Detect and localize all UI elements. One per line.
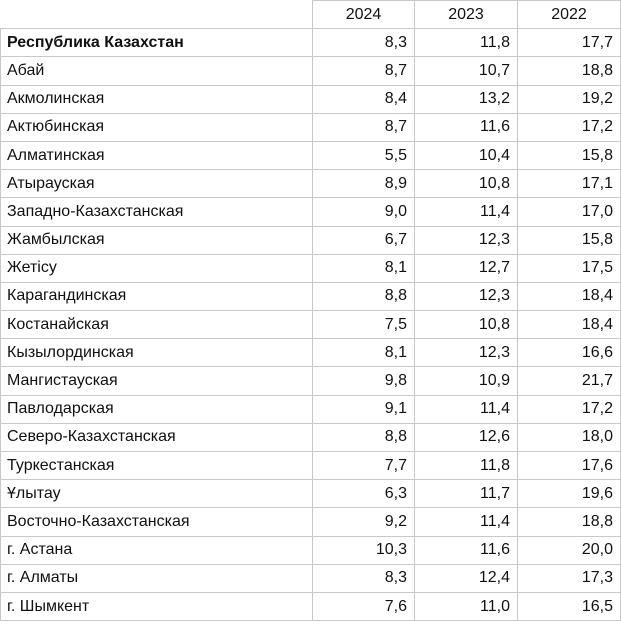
region-name-cell: Атырауская: [1, 170, 313, 198]
value-2023-cell: 10,8: [415, 170, 518, 198]
table-row: [1, 198, 621, 226]
value-2023-cell: 11,8: [415, 29, 518, 57]
region-name-cell: Костанайская: [1, 311, 313, 339]
value-2023-cell: 10,9: [415, 367, 518, 395]
value-2022-cell: 17,0: [518, 198, 621, 226]
value-2022-cell: 20,0: [518, 536, 621, 564]
value-2024-cell: 8,8: [313, 282, 415, 310]
table-row: [1, 395, 621, 423]
value-2024-cell: 8,8: [313, 423, 415, 451]
table-body: [1, 29, 621, 621]
value-2024-cell: 8,3: [313, 564, 415, 592]
value-2023-cell: 11,6: [415, 536, 518, 564]
table-row: [1, 141, 621, 169]
header-row: [1, 1, 621, 29]
region-name-cell: Западно-Казахстанская: [1, 198, 313, 226]
value-2023-cell: 12,7: [415, 254, 518, 282]
region-name-cell: Туркестанская: [1, 452, 313, 480]
table-row: [1, 226, 621, 254]
region-name-cell: г. Шымкент: [1, 592, 313, 620]
region-name-cell: Кызылординская: [1, 339, 313, 367]
header-corner-cell: [1, 1, 313, 29]
value-2023-cell: 12,6: [415, 423, 518, 451]
value-2023-cell: 12,4: [415, 564, 518, 592]
table-header: [1, 1, 621, 29]
value-2024-cell: 8,1: [313, 339, 415, 367]
column-header-2024: 2024: [313, 1, 415, 29]
region-name-cell: Карагандинская: [1, 282, 313, 310]
region-name-cell: г. Алматы: [1, 564, 313, 592]
table-row: [1, 480, 621, 508]
region-name-cell: Павлодарская: [1, 395, 313, 423]
table-row: [1, 339, 621, 367]
column-header-2022: 2022: [518, 1, 621, 29]
region-name-cell: Абай: [1, 57, 313, 85]
value-2024-cell: 9,1: [313, 395, 415, 423]
value-2023-cell: 11,8: [415, 452, 518, 480]
value-2024-cell: 6,7: [313, 226, 415, 254]
value-2022-cell: 15,8: [518, 141, 621, 169]
value-2022-cell: 18,8: [518, 57, 621, 85]
value-2023-cell: 12,3: [415, 226, 518, 254]
value-2024-cell: 8,4: [313, 85, 415, 113]
region-name-cell: Акмолинская: [1, 85, 313, 113]
value-2022-cell: 18,4: [518, 282, 621, 310]
table-row: [1, 452, 621, 480]
value-2022-cell: 18,0: [518, 423, 621, 451]
value-2022-cell: 16,5: [518, 592, 621, 620]
region-name-cell: Республика Казахстан: [1, 29, 313, 57]
value-2023-cell: 11,7: [415, 480, 518, 508]
value-2022-cell: 17,2: [518, 395, 621, 423]
value-2022-cell: 19,6: [518, 480, 621, 508]
region-name-cell: г. Астана: [1, 536, 313, 564]
region-name-cell: Мангистауская: [1, 367, 313, 395]
value-2022-cell: 17,3: [518, 564, 621, 592]
value-2023-cell: 10,4: [415, 141, 518, 169]
value-2024-cell: 8,7: [313, 113, 415, 141]
value-2022-cell: 17,5: [518, 254, 621, 282]
value-2024-cell: 10,3: [313, 536, 415, 564]
region-name-cell: Жетісу: [1, 254, 313, 282]
value-2024-cell: 5,5: [313, 141, 415, 169]
table-row: [1, 311, 621, 339]
value-2022-cell: 16,6: [518, 339, 621, 367]
value-2024-cell: 8,9: [313, 170, 415, 198]
value-2024-cell: 9,2: [313, 508, 415, 536]
region-name-cell: Жамбылская: [1, 226, 313, 254]
value-2022-cell: 17,6: [518, 452, 621, 480]
table-row: [1, 282, 621, 310]
value-2022-cell: 18,8: [518, 508, 621, 536]
table-row: [1, 564, 621, 592]
value-2023-cell: 10,7: [415, 57, 518, 85]
table-row: [1, 57, 621, 85]
value-2023-cell: 11,4: [415, 395, 518, 423]
table-row: [1, 254, 621, 282]
value-2023-cell: 12,3: [415, 282, 518, 310]
region-name-cell: Северо-Казахстанская: [1, 423, 313, 451]
value-2022-cell: 19,2: [518, 85, 621, 113]
table-row: [1, 423, 621, 451]
table-row: [1, 113, 621, 141]
value-2022-cell: 17,1: [518, 170, 621, 198]
value-2022-cell: 15,8: [518, 226, 621, 254]
value-2022-cell: 17,7: [518, 29, 621, 57]
value-2023-cell: 10,8: [415, 311, 518, 339]
value-2023-cell: 11,4: [415, 198, 518, 226]
value-2023-cell: 12,3: [415, 339, 518, 367]
table-row: [1, 592, 621, 620]
value-2023-cell: 11,6: [415, 113, 518, 141]
value-2023-cell: 11,0: [415, 592, 518, 620]
value-2024-cell: 8,7: [313, 57, 415, 85]
value-2024-cell: 6,3: [313, 480, 415, 508]
table-row: [1, 508, 621, 536]
value-2022-cell: 18,4: [518, 311, 621, 339]
value-2022-cell: 17,2: [518, 113, 621, 141]
column-header-2023: 2023: [415, 1, 518, 29]
value-2024-cell: 7,5: [313, 311, 415, 339]
region-name-cell: Алматинская: [1, 141, 313, 169]
value-2024-cell: 8,3: [313, 29, 415, 57]
table-row: [1, 367, 621, 395]
table-row-total: [1, 29, 621, 57]
value-2024-cell: 7,7: [313, 452, 415, 480]
value-2022-cell: 21,7: [518, 367, 621, 395]
region-name-cell: Восточно-Казахстанская: [1, 508, 313, 536]
value-2024-cell: 9,8: [313, 367, 415, 395]
region-name-cell: Ұлытау: [1, 480, 313, 508]
region-name-cell: Актюбинская: [1, 113, 313, 141]
value-2023-cell: 11,4: [415, 508, 518, 536]
table-row: [1, 170, 621, 198]
value-2023-cell: 13,2: [415, 85, 518, 113]
table-row: [1, 85, 621, 113]
table-row: [1, 536, 621, 564]
value-2024-cell: 7,6: [313, 592, 415, 620]
value-2024-cell: 8,1: [313, 254, 415, 282]
value-2024-cell: 9,0: [313, 198, 415, 226]
